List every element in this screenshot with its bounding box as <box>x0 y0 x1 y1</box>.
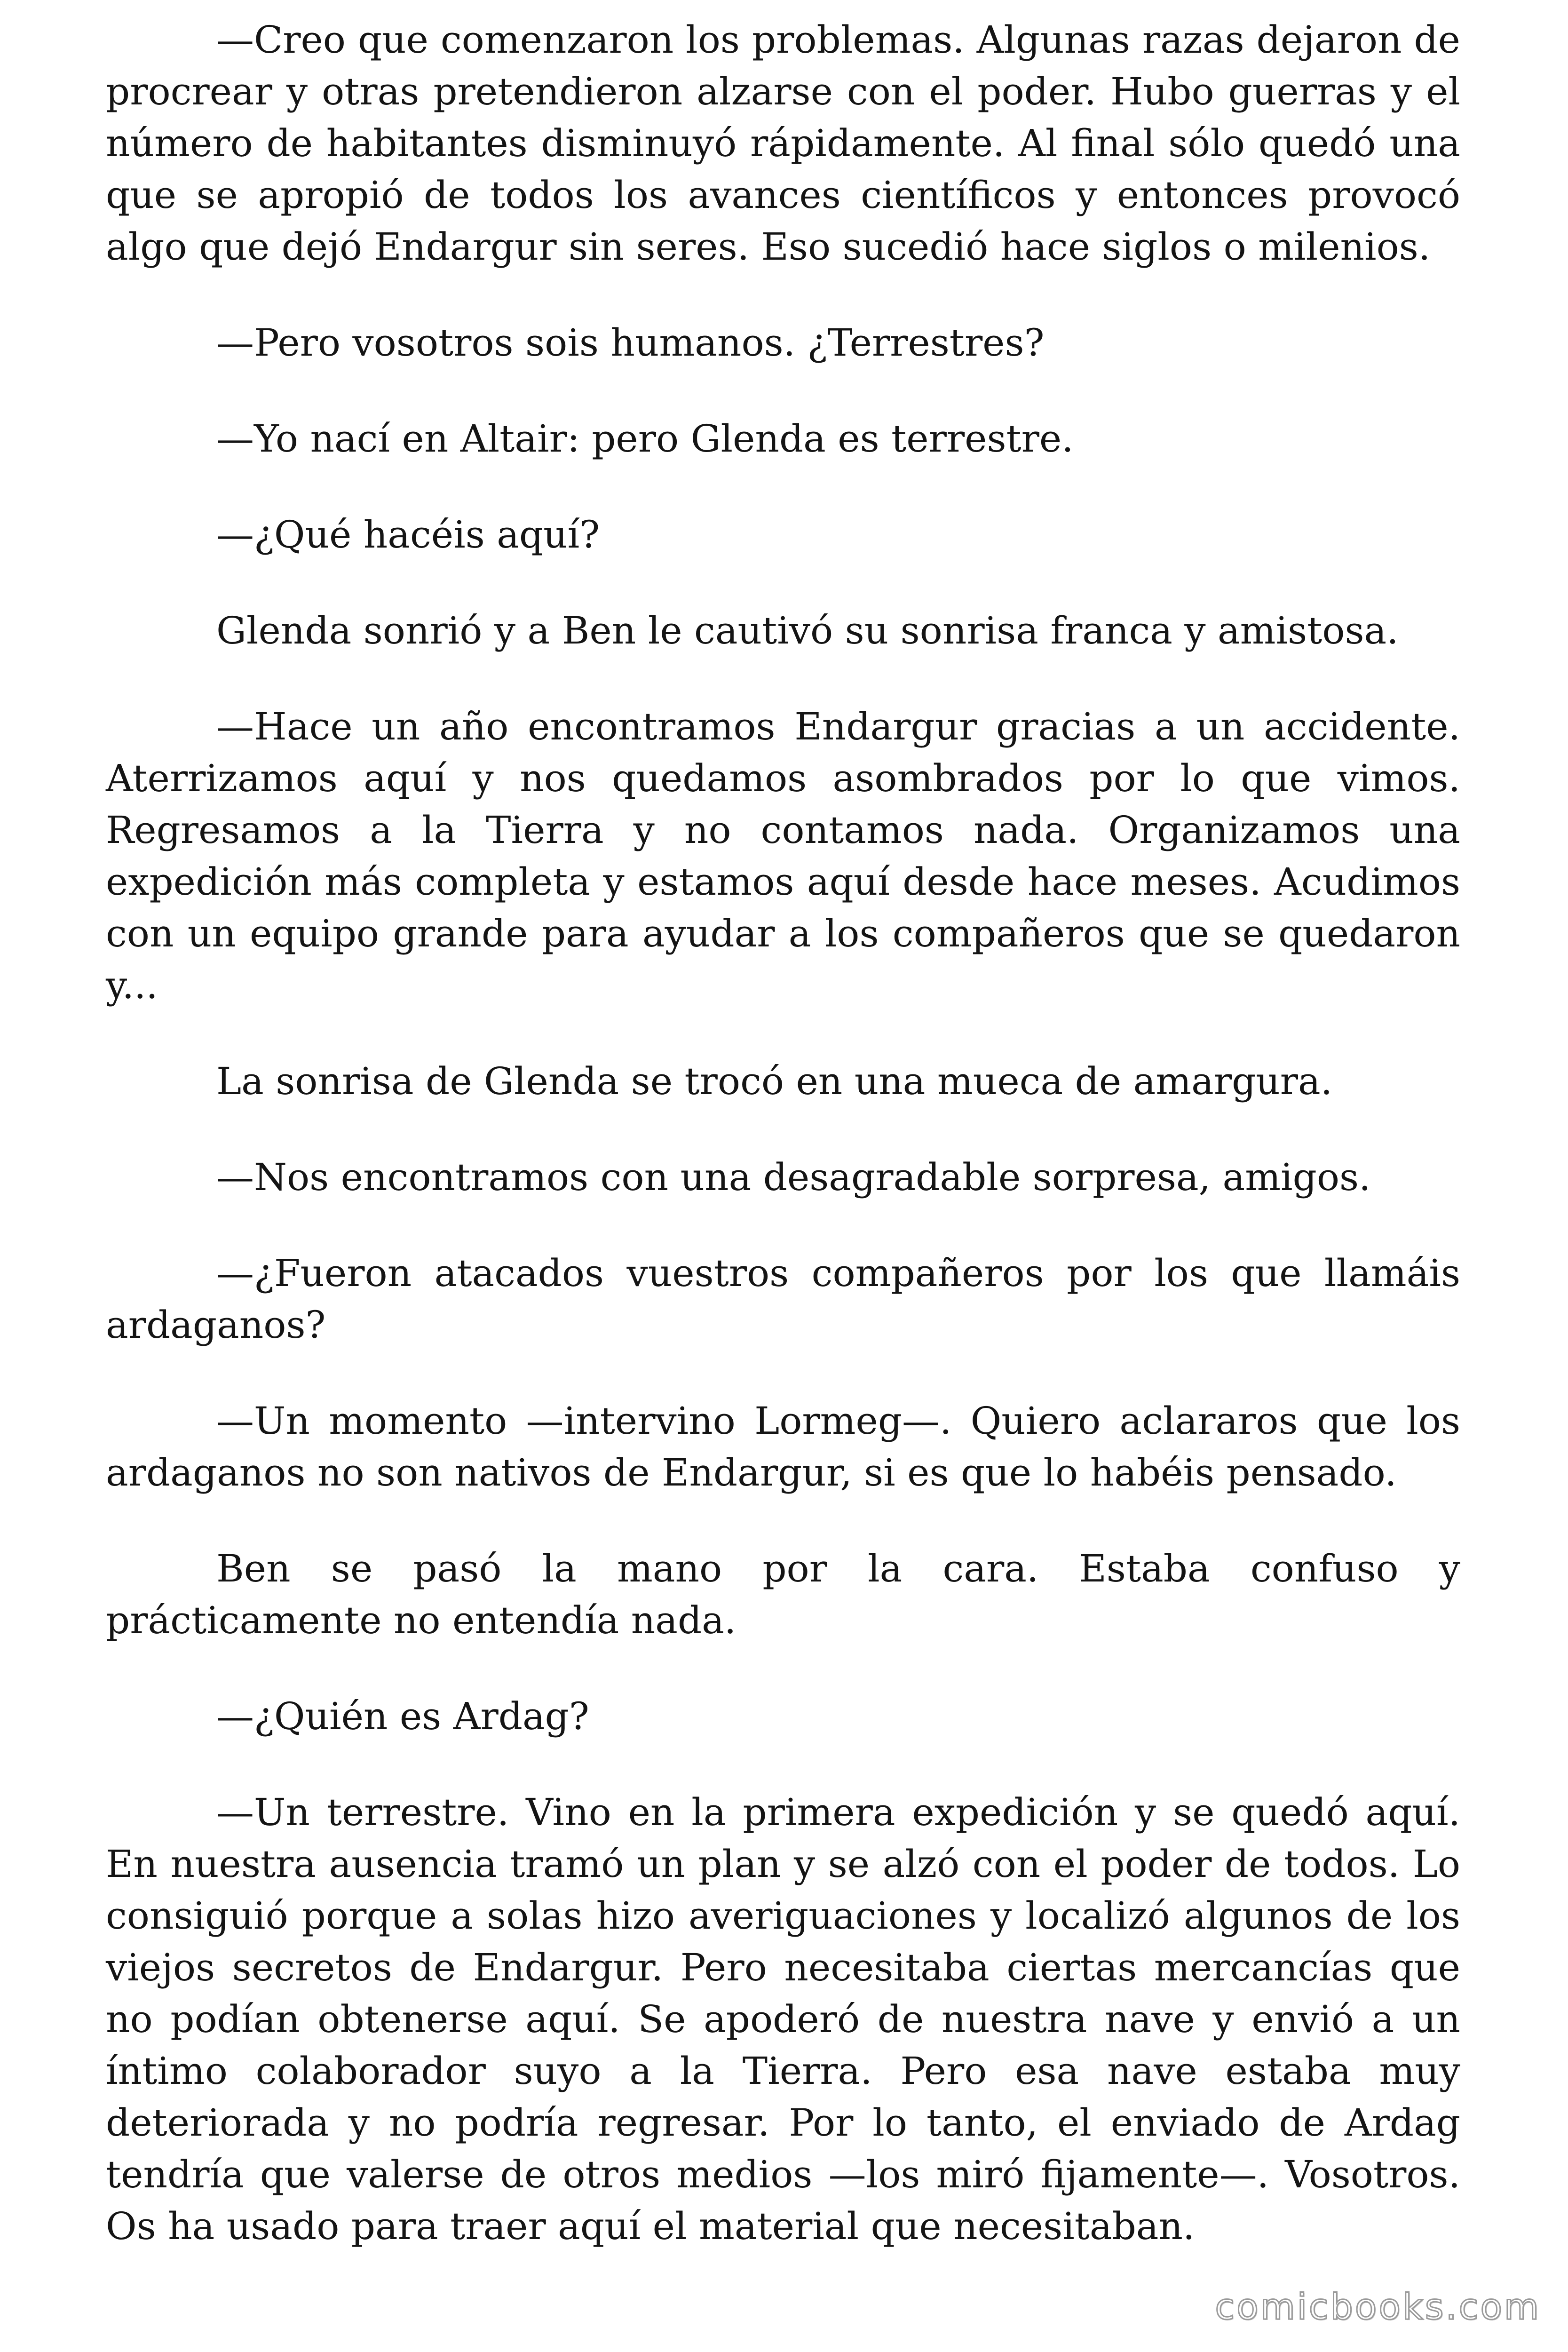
body-text <box>106 14 1460 2252</box>
paragraph-1: —Creo que comenzaron los problemas. Algunas razas dejaron de procrear y otras pretendieron alzarse con el poder. Hubo guerras y el número de habitantes disminuyó rápidamente. Al final sólo quedó una que se apropió de todos los avances científicos y entonces provocó algo que dejó Endargur sin seres. Eso sucedió hace siglos o milenios. <box>106 18 1460 269</box>
paragraph-5: Glenda sonrió y a Ben le cautivó su sonrisa franca y amistosa. <box>216 609 1399 652</box>
paragraph-2: —Pero vosotros sois humanos. ¿Terrestres? <box>216 321 1045 365</box>
paragraph-4: —¿Qué hacéis aquí? <box>216 513 600 556</box>
paragraph-11: Ben se pasó la mano por la cara. Estaba confuso y prácticamente no entendía nada. <box>106 1547 1460 1642</box>
paragraph-13: —Un terrestre. Vino en la primera expedición y se quedó aquí. En nuestra ausencia tramó un plan y se alzó con el poder de todos. Lo consiguió porque a solas hizo averiguaciones y localizó algunos de los viejos secretos de Endargur. Pero necesitaba ciertas mercancías que no podían obtenerse aquí. Se apoderó de nuestra nave y envió a un íntimo colaborador suyo a la Tierra. Pero esa nave estaba muy deteriorada y no podría regresar. Por lo tanto, el enviado de Ardag tendría que valerse de otros medios —los miró fijamente—. Vosotros. Os ha usado para traer aquí el material que necesitaban. <box>106 1790 1460 2248</box>
paragraph-7: La sonrisa de Glenda se trocó en una mueca de amargura. <box>216 1059 1333 1103</box>
paragraph-6: —Hace un año encontramos Endargur gracias a un accidente. Aterrizamos aquí y nos quedamos asombrados por lo que vimos. Regresamos a la Tierra y no contamos nada. Organizamos una expedición más completa y estamos aquí desde hace meses. Acudimos con un equipo grande para ayudar a los compañeros que se quedaron y... <box>106 705 1460 1007</box>
paragraph-10: —Un momento —intervino Lormeg—. Quiero aclararos que los ardaganos no son nativos de Endargur, si es que lo habéis pensado. <box>106 1399 1460 1494</box>
paragraph-8: —Nos encontramos con una desagradable sorpresa, amigos. <box>216 1155 1371 1199</box>
watermark-logo: comicbooks.com <box>1215 2286 1541 2328</box>
paragraph-12: —¿Quién es Ardag? <box>216 1694 589 1738</box>
paragraph-3: —Yo nací en Altair: pero Glenda es terrestre. <box>216 417 1074 461</box>
paragraph-9: —¿Fueron atacados vuestros compañeros por los que llamáis ardaganos? <box>106 1251 1460 1347</box>
